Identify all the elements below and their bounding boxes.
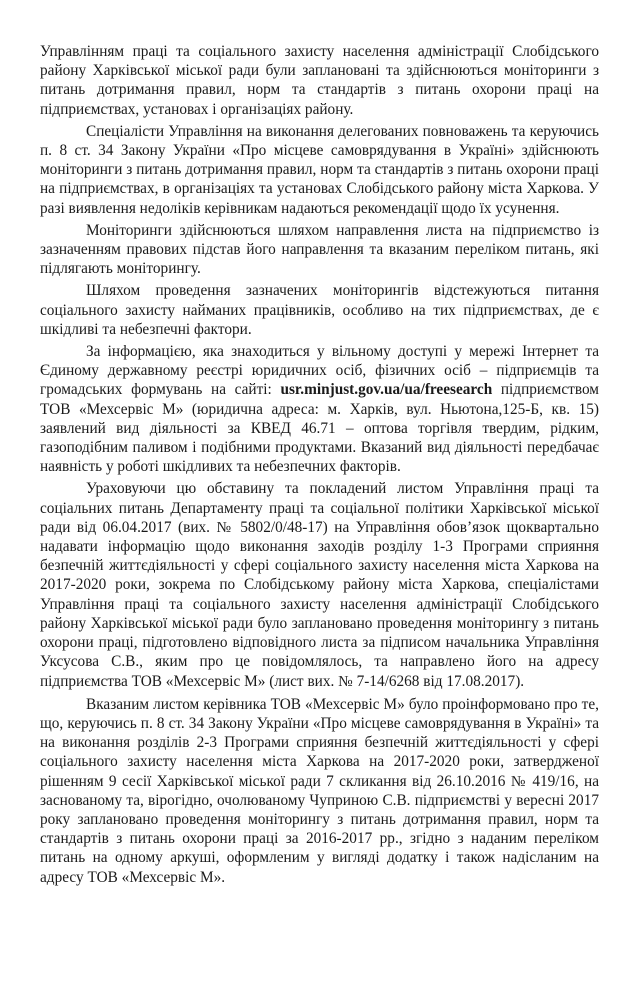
paragraph-3: Моніторинги здійснюються шляхом направлення листа на підприємство із зазначенням правових підстав його направлення та вказаним переліком питань, які підлягають моніторингу.: [40, 221, 599, 278]
paragraph-7: Вказаним листом керівника ТОВ «Мехсервіс М» було проінформовано про те, що, керуючись п. 8 ст. 34 Закону України «Про місцеве самоврядування в Україні» та на виконання розділів 2-3 Програми сприяння безпечній життєдіяльності у сфері соціального захисту населення міста Харкова на 2017-2020 роки, затвердженої рішенням 9 сесії Харківської міської ради 7 скликання від 26.10.2016 № 419/16, на заснованому та, вірогідно, очолюваному Чуприною С.В. підприємстві у вересні 2017 року заплановано проведення моніторингу з питань дотримання правил, норм та стандартів з питань охорони праці за 2016-2017 рр., згідно з наданим переліком питань на одному аркуші, оформленим у вигляді додатку і також надісланим на адресу ТОВ «Мехсервіс М».: [40, 695, 599, 886]
paragraph-5: [40, 342, 599, 476]
paragraph-4: Шляхом проведення зазначених моніторингів відстежуються питання соціального захисту найманих працівників, особливо на тих підприємствах, де є шкідливі та небезпечні фактори.: [40, 282, 599, 338]
paragraph-2: Спеціалісти Управління на виконання делегованих повноважень та керуючись п. 8 ст. 34 Закону України «Про місцеве самоврядування в Україні» здійснюють моніторинги з питань дотримання правил, норм та стандартів з питань охорони праці на підприємствах, в організаціях та установах Слобідського району міста Харкова. У разі виявлення недоліків керівникам надаються рекомендації щодо їх усунення.: [40, 122, 599, 217]
registry-url: usr.minjust.gov.ua/ua/freesearch: [280, 381, 493, 399]
paragraph-5-text-after-url: підприємством ТОВ «Мехсервіс М» (юридична адреса: м. Харків, вул. Ньютона,125-Б, кв. 15) заявлений вид діяльності за КВЕД 46.71 – оптова торгівля твердим, рідким, газоподібним паливом і подібними продуктами. Вказаний вид діяльності передбачає наявність у роботі шкідливих та небезпечних факторів.: [40, 381, 599, 476]
paragraph-6: Ураховуючи цю обставину та покладений листом Управління праці та соціальних питань Департаменту праці та соціальної політики Харківської міської ради від 06.04.2017 (вих. № 5802/0/48-17) на Управління обов’язок щоквартально надавати інформацію щодо виконання заходів розділу 1-3 Програми сприяння безпечній життєдіяльності у сфері соціального захисту населення міста Харкова на 2017-2020 роки, зокрема по Слобідському району міста Харкова, спеціалістами Управління праці та соціального захисту населення адміністрації Слобідського району Харківської міської ради було заплановано проведення моніторингу з питань охорони праці, підготовлено відповідного листа за підписом начальника Управління Уксусова С.В., яким про це повідомлялось, та направлено його на адресу підприємства ТОВ «Мехсервіс М» (лист вих. № 7-14/6268 від 17.08.2017).: [40, 480, 599, 690]
paragraph-1: Управлінням праці та соціального захисту населення адміністрації Слобідського району Харківської міської ради були заплановані та здійснюються моніторинги з питань дотримання правил, норм та стандартів з питань охорони праці на підприємствах, установах і організаціях району.: [40, 43, 599, 118]
paragraph-5-text-before-url: За інформацією, яка знаходиться у вільному доступі у мережі Інтернет та Єдиному державному реєстрі юридичних осіб, фізичних осіб – підприємців та громадських формувань на сайті:: [40, 343, 599, 399]
